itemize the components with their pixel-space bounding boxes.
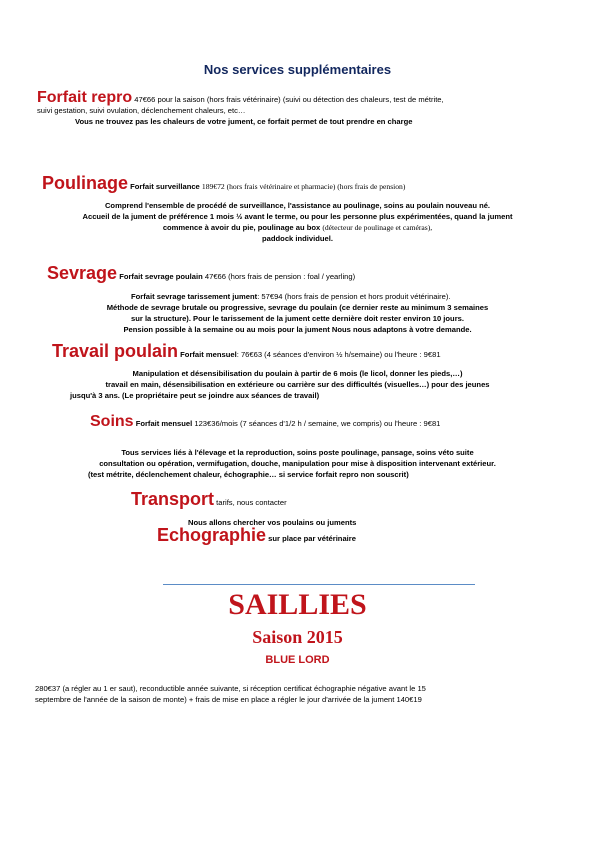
travail-label: Forfait mensuel [180,350,237,359]
transport-note: tarifs, nous contacter [216,498,287,507]
travail-price: : 76€63 (4 séances d'environ ½ h/semaine) ou l'heure : 9€81 [236,350,441,359]
transport-line1: Nous allons chercher vos poulains ou juments [188,518,357,527]
page-title: Nos services supplémentaires [203,62,392,77]
poulinage-label: Forfait surveillance [130,182,200,191]
soins-line3: (test métrite, déclenchement chaleur, échographie… si service forfait repro non souscrit) [88,470,409,479]
poulinage-line2: Accueil de la jument de préférence 1 mois ½ avant le terme, ou pour les personne plus expérimentées, quand la jument [82,212,513,221]
soins-label: Forfait mensuel [135,419,193,428]
poulinage-line3b: (détecteur de poulinage et caméras), [322,223,433,232]
saillies-season: Saison 2015 [252,627,343,647]
echo-note: sur place par vétérinaire [268,534,356,543]
saillies-details [35,683,575,705]
sevrage-heading: Sevrage [47,263,118,283]
saillies-line1: 280€37 (a régler au 1 er saut), reconductible année suivante, si réception certificat échographie négative avant le 15 [35,684,426,693]
travail-heading: Travail poulain [52,341,179,361]
soins-line2: consultation ou opération, vermifugation, douche, manipulation pour mise à disposition intervenant extérieur. [99,459,496,468]
repro-line3: Vous ne trouvez pas les chaleurs de votre jument, ce forfait permet de tout prendre en charge [75,117,413,126]
travail-line2: travail en main, désensibilisation en extérieure ou carrière sur des difficultés (visuelles…) pour des jeunes [105,380,490,389]
separator-line [163,584,475,585]
soins-heading: Soins [90,413,134,430]
repro-line1: 47€66 pour la saison (hors frais vétérinaire) (suivi ou détection des chaleurs, test de métrite, [134,95,444,104]
sevrage-label2: Forfait sevrage tarissement jument [131,292,258,301]
travail-line1: Manipulation et désensibilisation du poulain à partir de 6 mois (le licol, donner les pieds,…) [132,369,463,378]
poulinage-line4: paddock individuel. [262,234,333,243]
repro-line2: suivi gestation, suivi ovulation, déclenchement chaleurs, etc… [37,106,246,115]
saillies-line2: septembre de l'année de la saison de monte) + frais de mise en place a régler le jour d'arrivée de la jument 140€19 [35,695,422,704]
travail-line3: jusqu'à 3 ans. (Le propriétaire peut se joindre aux séances de travail) [70,391,320,400]
soins-price: 123€36/mois (7 séances d'1/2 h / semaine, we compris) ou l'heure : 9€81 [194,419,441,428]
echo-heading: Echographie [157,525,267,545]
sevrage-price1: 47€66 (hors frais de pension : foal / yearling) [204,272,356,281]
saillies-title: SAILLIES [228,588,367,621]
repro-section [37,89,567,127]
saillies-stallion: BLUE LORD [265,654,330,666]
echo-section [157,525,356,545]
soins-line1: Tous services liés à l'élevage et la reproduction, soins poste poulinage, pansage, soins véto suite [121,448,474,457]
poulinage-line1: Comprend l'ensemble de procédé de surveillance, l'assistance au poulinage, soins au poulain nouveau né. [104,201,491,210]
repro-heading: Forfait repro [37,89,133,106]
transport-heading: Transport [131,489,215,509]
sevrage-line2: sur la structure). Pour le tarissement de la jument cette dernière doit rester environ 10 jours. [131,314,464,323]
sevrage-line3: Pension possible à la semaine ou au mois pour la jument Nous nous adaptons à votre demande. [123,325,472,334]
poulinage-line3a: commence à avoir du pie, poulinage au box [162,223,321,232]
sevrage-label1: Forfait sevrage poulain [119,272,203,281]
poulinage-heading: Poulinage [42,173,129,193]
sevrage-line1: Méthode de sevrage brutale ou progressive, sevrage du poulain (ce dernier reste au minimum 3 semaines [106,303,489,312]
poulinage-price: 189€72 (hors frais vétérinaire et pharmacie) (hors frais de pension) [201,182,406,191]
sevrage-price2: : 57€94 (hors frais de pension et hors produit vétérinaire). [257,292,451,301]
